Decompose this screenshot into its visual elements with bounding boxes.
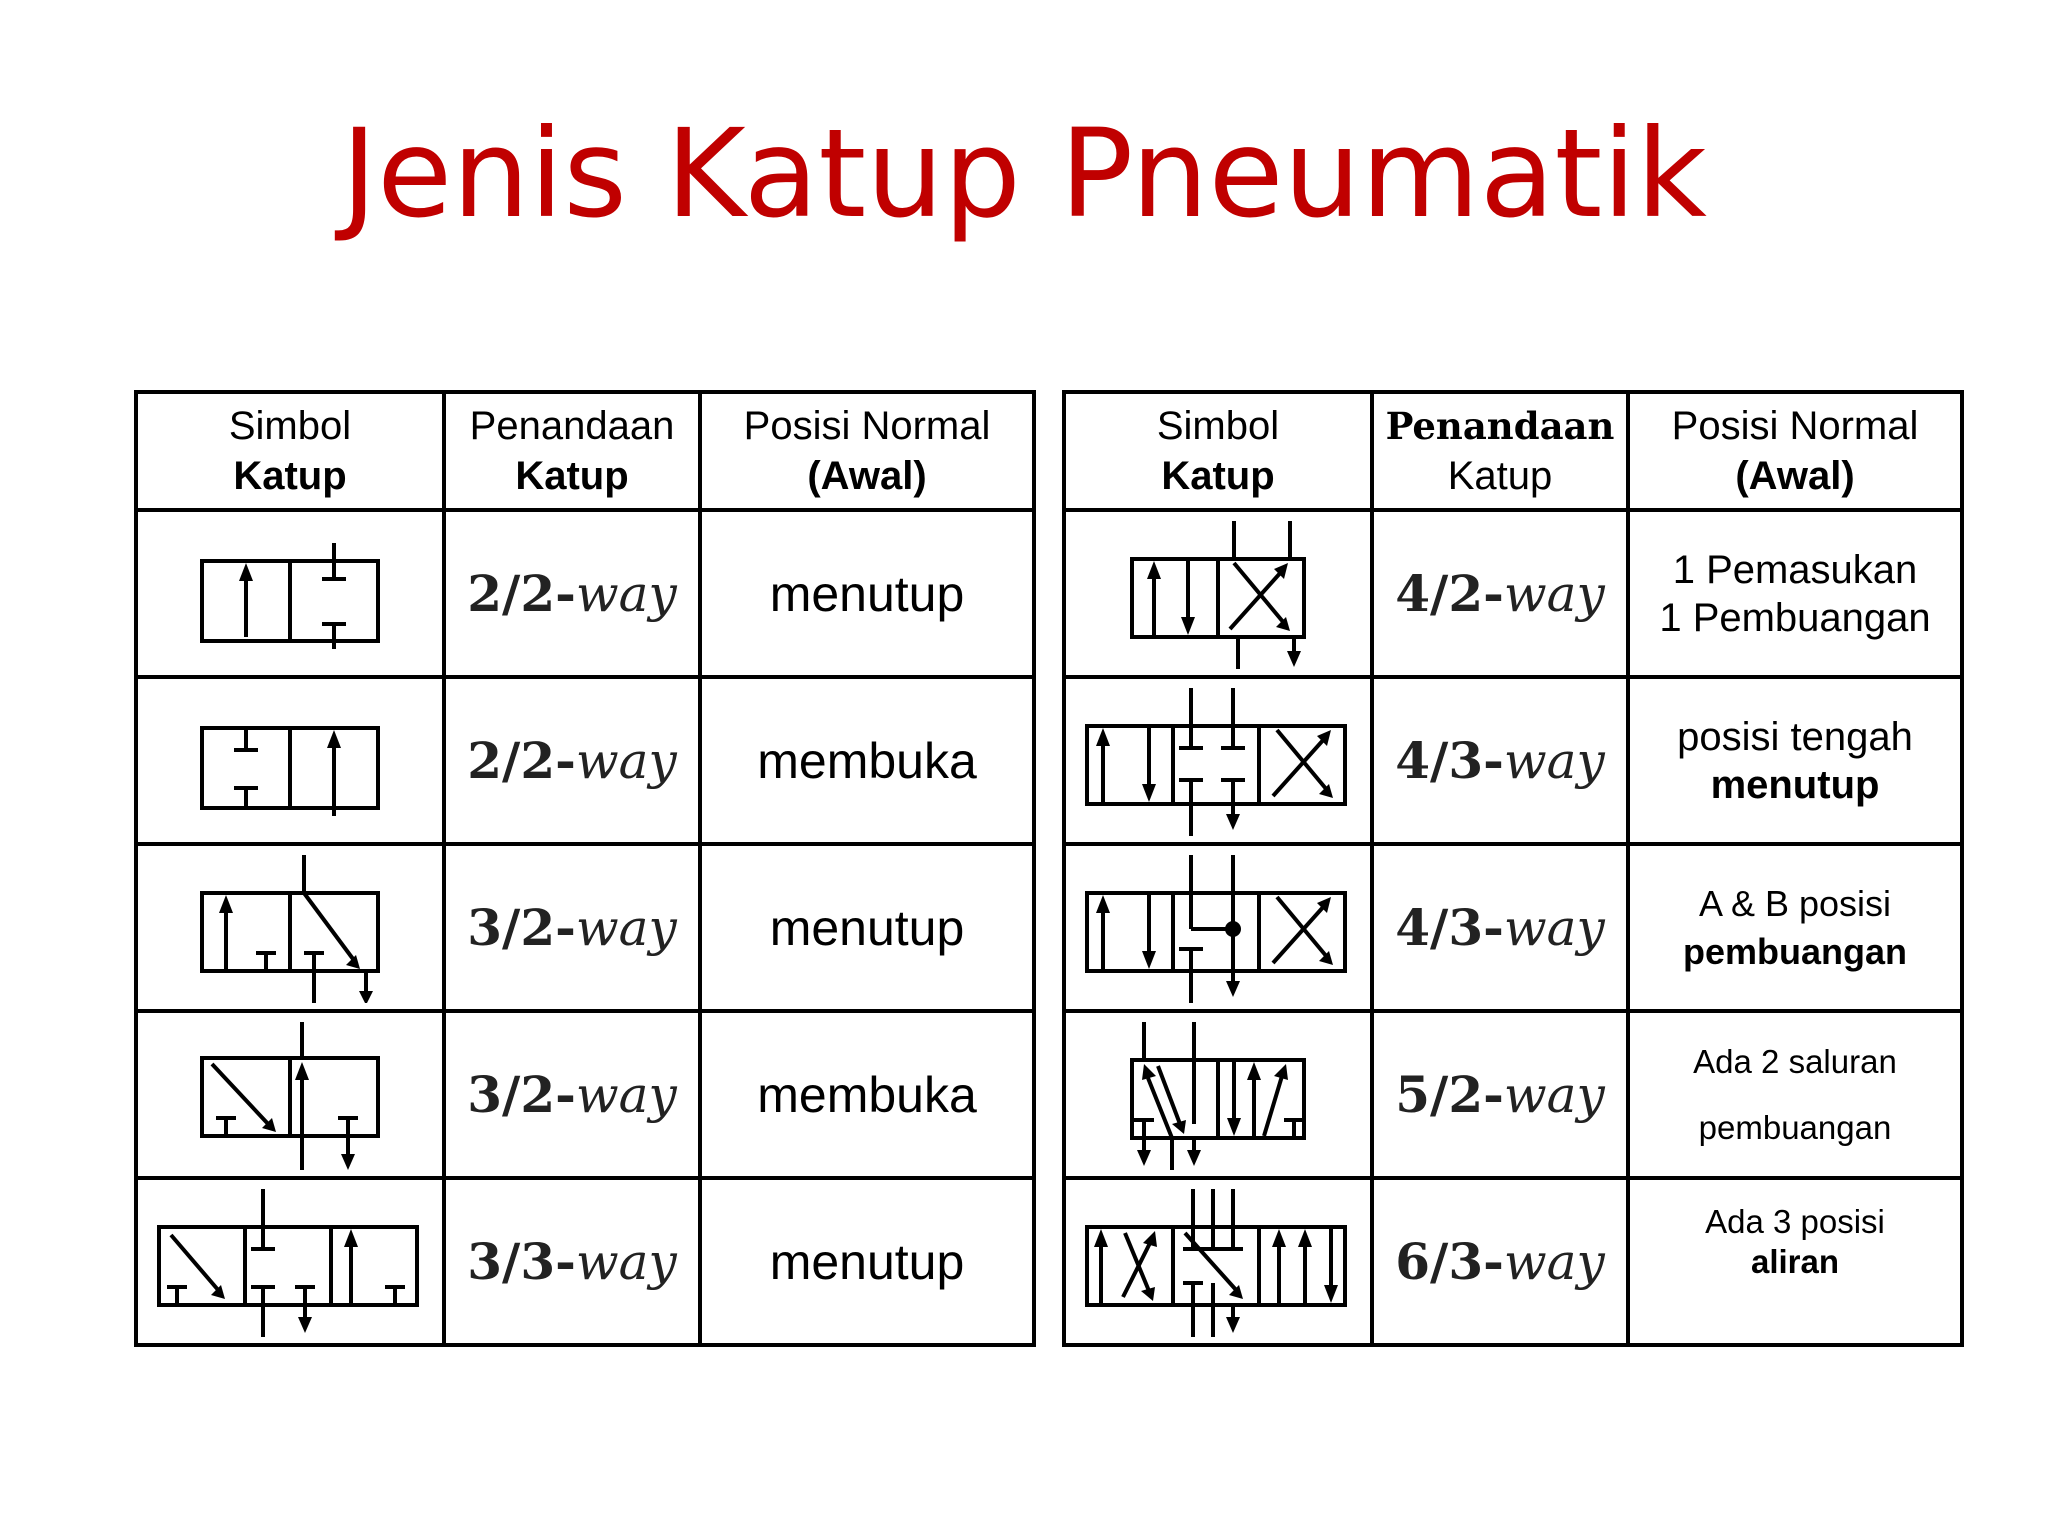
header-label: Posisi Normal bbox=[1671, 404, 1919, 448]
position-cell bbox=[1628, 510, 1962, 677]
code-number: 3/2- bbox=[467, 898, 576, 957]
code-number: 5/2- bbox=[1395, 1065, 1504, 1124]
valve-table-left bbox=[134, 390, 1036, 1347]
code-way: way bbox=[1503, 732, 1605, 790]
symbol-cell bbox=[136, 1011, 444, 1178]
symbol-cell bbox=[1064, 510, 1372, 677]
table-row bbox=[136, 1011, 1034, 1178]
code-number: 4/2- bbox=[1395, 564, 1504, 623]
symbol-cell bbox=[136, 510, 444, 677]
position-cell bbox=[1628, 1178, 1962, 1345]
valve-3-2-normally-closed-icon bbox=[190, 853, 390, 1003]
header-label: Simbol bbox=[228, 404, 352, 448]
position-line: 1 Pembuangan bbox=[1659, 595, 1931, 640]
header-position bbox=[700, 392, 1034, 510]
code-cell bbox=[444, 677, 700, 844]
header-label: (Awal) bbox=[1735, 454, 1855, 498]
valve-3-2-normally-open-icon bbox=[190, 1020, 390, 1170]
symbol-cell bbox=[136, 677, 444, 844]
position-cell: membuka bbox=[700, 677, 1034, 844]
position-cell: membuka bbox=[700, 1011, 1034, 1178]
code-cell bbox=[444, 1178, 700, 1345]
code-way: way bbox=[1503, 1066, 1605, 1124]
table-row bbox=[1064, 677, 1962, 844]
header-label: (Awal) bbox=[807, 454, 927, 498]
table-row bbox=[1064, 1178, 1962, 1345]
code-way: way bbox=[575, 899, 677, 957]
header-label: Katup bbox=[233, 454, 347, 498]
header-code bbox=[1372, 392, 1628, 510]
code-way: way bbox=[575, 1233, 677, 1291]
code-way: way bbox=[1503, 899, 1605, 957]
position-cell bbox=[1628, 1011, 1962, 1178]
code-way: way bbox=[575, 565, 677, 623]
code-cell bbox=[1372, 677, 1628, 844]
position-line: Ada 2 saluran bbox=[1693, 1042, 1897, 1080]
code-way: way bbox=[575, 1066, 677, 1124]
header-symbol bbox=[1064, 392, 1372, 510]
valve-3-3-closed-center-icon bbox=[155, 1187, 425, 1337]
header-position bbox=[1628, 392, 1962, 510]
valve-6-3-icon bbox=[1083, 1187, 1353, 1337]
position-line: pembuangan bbox=[1698, 1108, 1892, 1146]
code-cell bbox=[1372, 1178, 1628, 1345]
table-row bbox=[136, 677, 1034, 844]
position-line: Ada 3 posisi bbox=[1705, 1202, 1885, 1240]
header-label: Simbol bbox=[1156, 404, 1280, 448]
code-cell bbox=[1372, 510, 1628, 677]
table-header-row bbox=[1064, 392, 1962, 510]
position-line: pembuangan bbox=[1682, 930, 1907, 972]
symbol-cell bbox=[1064, 1011, 1372, 1178]
position-line: menutup bbox=[1710, 762, 1880, 807]
code-cell bbox=[444, 1011, 700, 1178]
valve-4-3-closed-center-icon bbox=[1083, 686, 1353, 836]
code-number: 4/3- bbox=[1395, 731, 1504, 790]
position-line: posisi tengah bbox=[1677, 714, 1913, 759]
table-header-row bbox=[136, 392, 1034, 510]
header-label: Katup bbox=[515, 454, 629, 498]
symbol-cell bbox=[136, 1178, 444, 1345]
table-row bbox=[1064, 1011, 1962, 1178]
code-cell bbox=[444, 844, 700, 1011]
position-line: aliran bbox=[1750, 1242, 1840, 1280]
table-row bbox=[1064, 510, 1962, 677]
header-label: Katup bbox=[1161, 454, 1275, 498]
position-line: A & B posisi bbox=[1698, 882, 1892, 924]
table-row bbox=[136, 844, 1034, 1011]
header-symbol bbox=[136, 392, 444, 510]
valve-4-2-icon bbox=[1118, 519, 1318, 669]
valve-5-2-icon bbox=[1118, 1020, 1318, 1170]
code-number: 2/2- bbox=[467, 731, 576, 790]
position-cell bbox=[1628, 844, 1962, 1011]
code-number: 4/3- bbox=[1395, 898, 1504, 957]
header-label: Katup bbox=[1447, 454, 1553, 498]
valve-2-2-normally-open-icon bbox=[190, 706, 390, 816]
code-number: 3/2- bbox=[467, 1065, 576, 1124]
symbol-cell bbox=[1064, 677, 1372, 844]
code-cell bbox=[444, 510, 700, 677]
code-cell bbox=[1372, 1011, 1628, 1178]
code-number: 2/2- bbox=[467, 564, 576, 623]
page-title: Jenis Katup Pneumatik bbox=[341, 103, 1707, 245]
position-cell: menutup bbox=[700, 844, 1034, 1011]
header-label: Posisi Normal bbox=[743, 404, 991, 448]
position-cell: menutup bbox=[700, 1178, 1034, 1345]
header-label: Penandaan bbox=[469, 404, 675, 448]
code-way: way bbox=[575, 732, 677, 790]
symbol-cell bbox=[1064, 1178, 1372, 1345]
table-row bbox=[136, 1178, 1034, 1345]
header-code bbox=[444, 392, 700, 510]
code-number: 6/3- bbox=[1395, 1232, 1504, 1291]
position-cell: menutup bbox=[700, 510, 1034, 677]
table-row bbox=[1064, 844, 1962, 1011]
code-way: way bbox=[1503, 565, 1605, 623]
header-label: Penandaan bbox=[1385, 404, 1615, 448]
symbol-cell bbox=[136, 844, 444, 1011]
code-way: way bbox=[1503, 1233, 1605, 1291]
code-cell bbox=[1372, 844, 1628, 1011]
table-row bbox=[136, 510, 1034, 677]
valve-2-2-normally-closed-icon bbox=[190, 539, 390, 649]
valve-4-3-exhaust-center-icon bbox=[1083, 853, 1353, 1003]
symbol-cell bbox=[1064, 844, 1372, 1011]
position-line: 1 Pemasukan bbox=[1672, 547, 1918, 592]
valve-table-right bbox=[1062, 390, 1964, 1347]
code-number: 3/3- bbox=[467, 1232, 576, 1291]
position-cell bbox=[1628, 677, 1962, 844]
